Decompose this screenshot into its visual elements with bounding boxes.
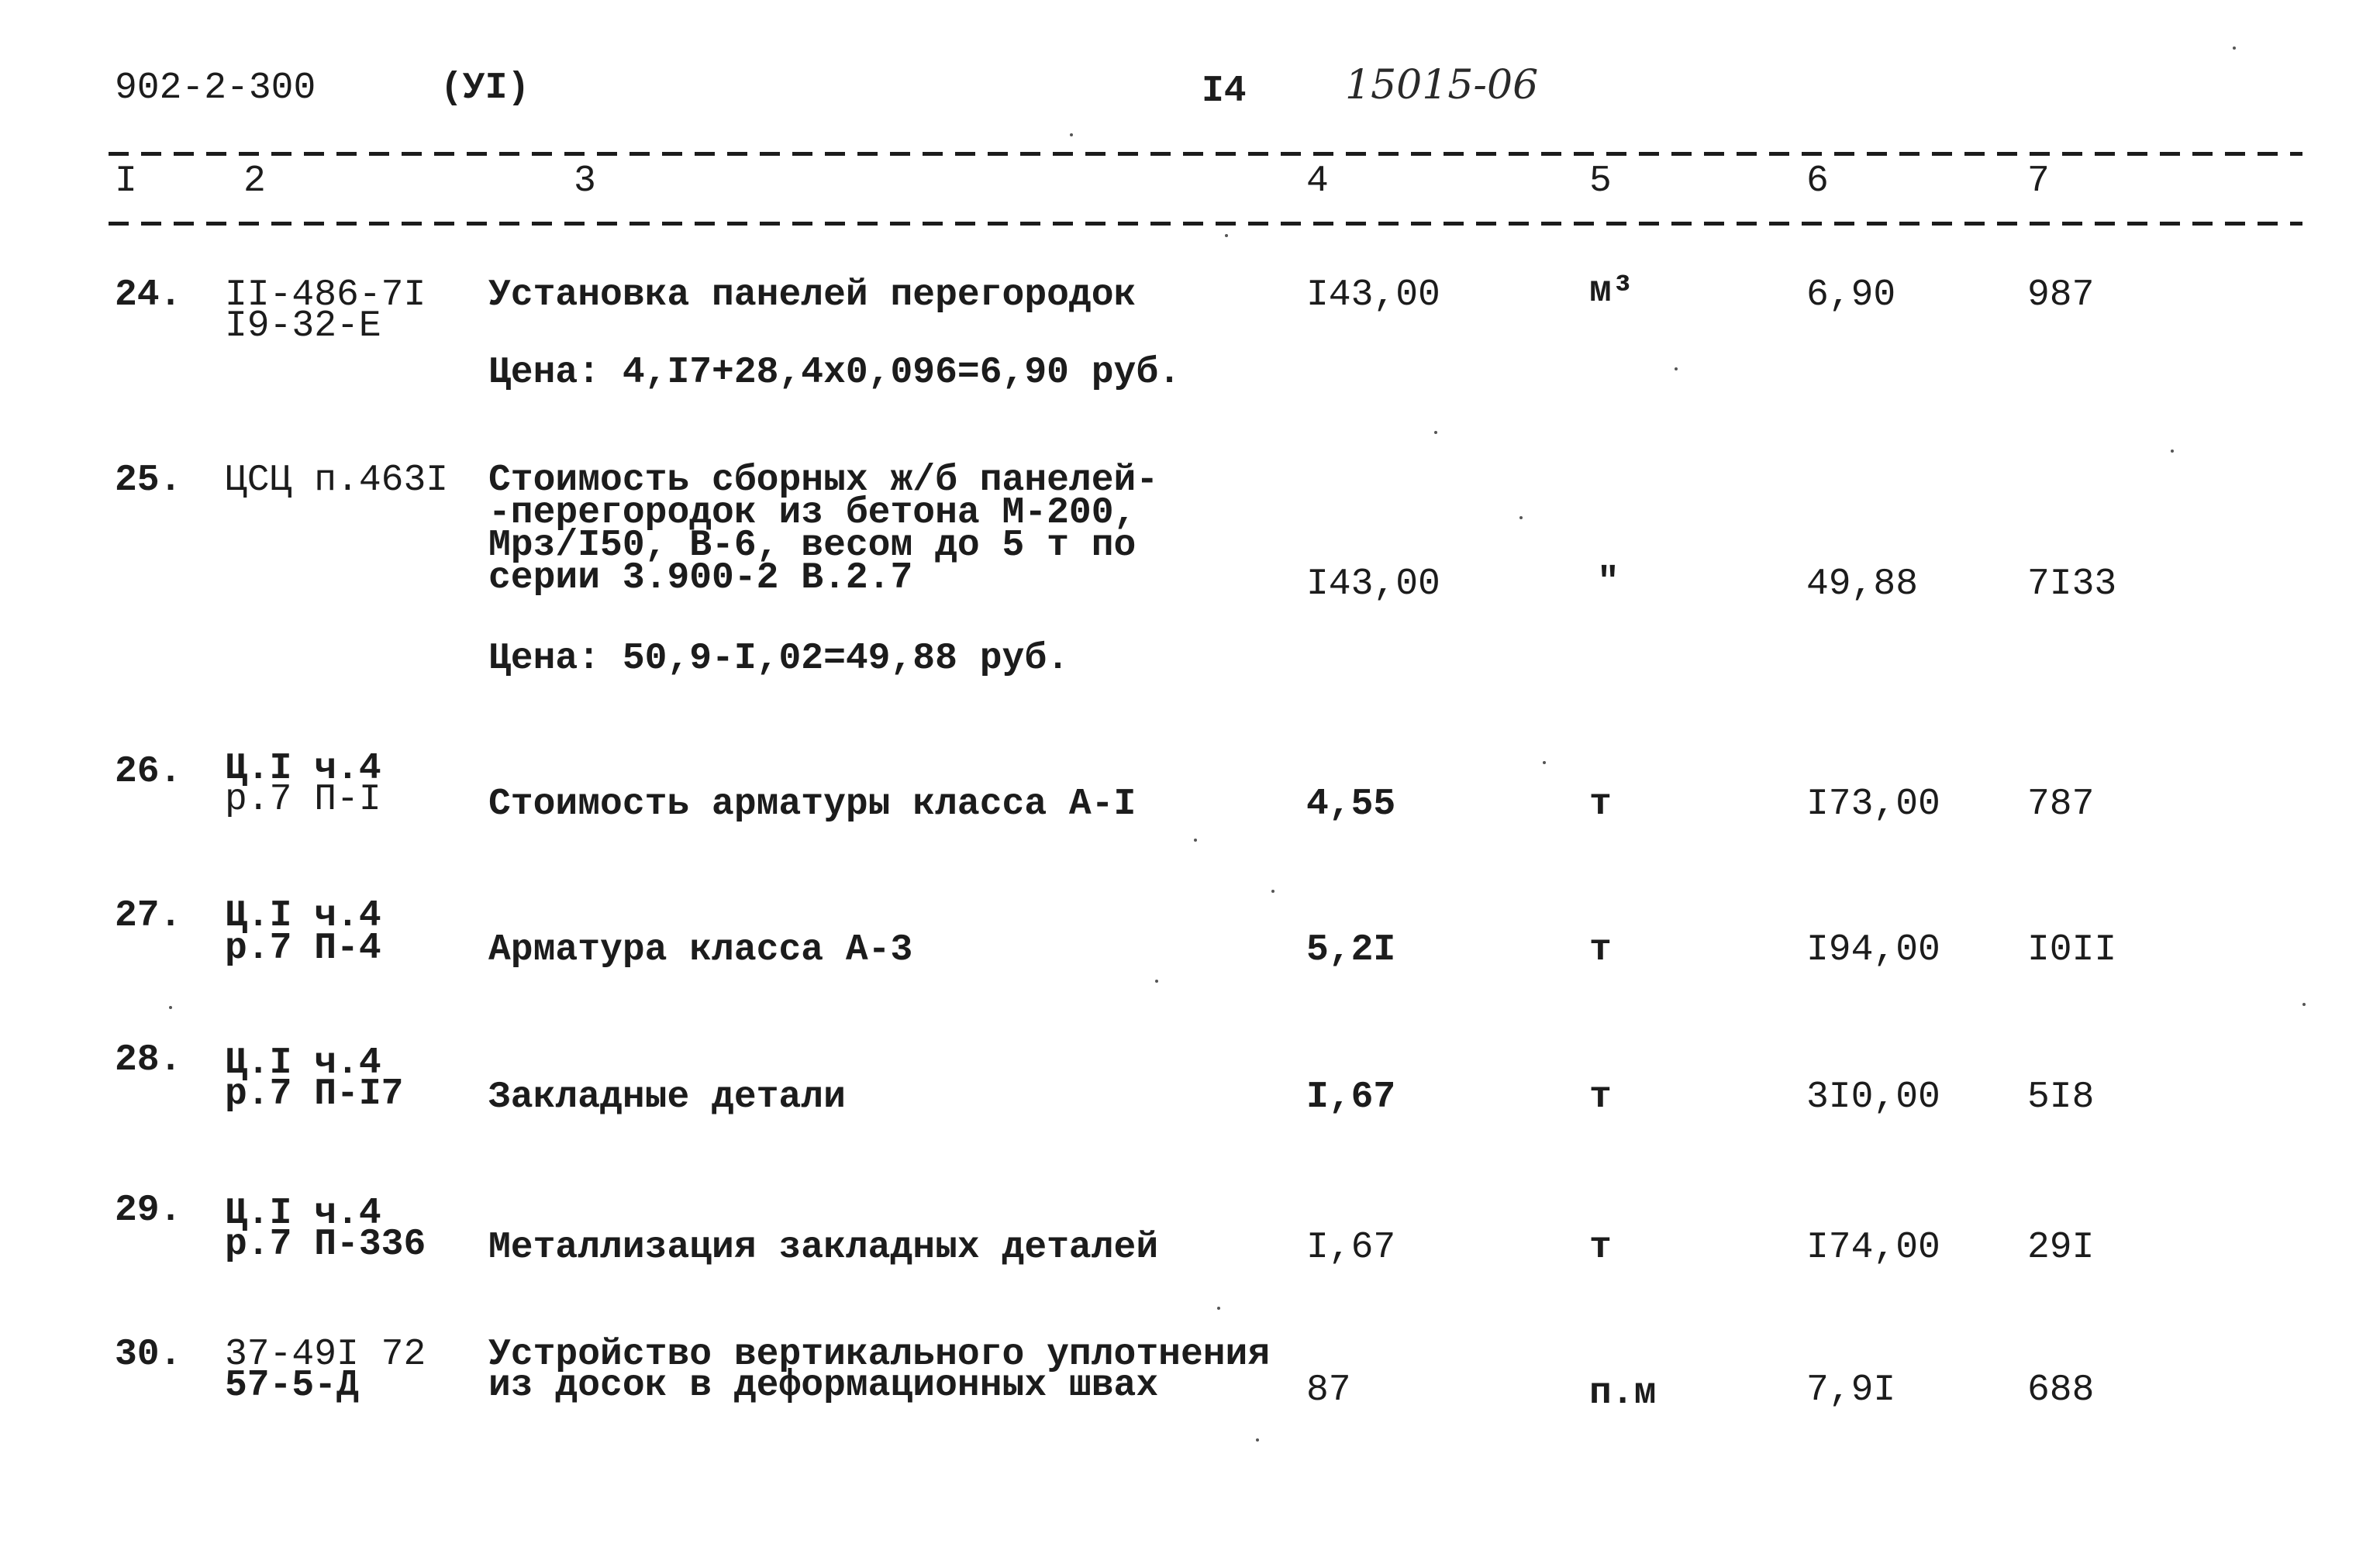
document-code: 902-2-300	[115, 67, 316, 109]
work-description: Мрз/I50, В-6, весом до 5 т по	[488, 525, 1137, 567]
total-cost: 787	[2027, 784, 2095, 825]
unit-price: 3I0,00	[1806, 1076, 1940, 1118]
row-number: 25.	[115, 460, 182, 501]
total-cost: 688	[2027, 1369, 2095, 1411]
header-top-rule	[109, 152, 2302, 156]
work-description: -перегородок из бетона М-200,	[488, 492, 1137, 534]
unit-price: I74,00	[1806, 1227, 1940, 1269]
norm-code: р.7 П-336	[225, 1224, 426, 1266]
work-description: Арматура класса А-3	[488, 929, 913, 971]
row-number: 26.	[115, 751, 182, 793]
scan-speck	[2171, 450, 2174, 453]
unit: т	[1589, 1076, 1612, 1118]
work-description: Металлизация закладных деталей	[488, 1227, 1159, 1269]
unit-price: 49,88	[1806, 563, 1919, 605]
norm-code: р.7 П-I7	[225, 1073, 404, 1115]
scan-speck	[1675, 367, 1678, 370]
norm-code: Ц.I ч.4	[225, 748, 381, 790]
price-note: Цена: 50,9-I,02=49,88 руб.	[488, 638, 1069, 680]
unit: т	[1589, 784, 1612, 825]
scan-speck	[1271, 890, 1275, 893]
column-header-4: 4	[1306, 160, 1329, 202]
total-cost: 7I33	[2027, 563, 2117, 605]
row-number: 24.	[115, 274, 182, 316]
page-number: I4	[1202, 71, 1247, 112]
unit: т	[1589, 1227, 1612, 1269]
column-header-3: 3	[574, 160, 596, 202]
scan-speck	[169, 1006, 172, 1009]
unit-price: 7,9I	[1806, 1369, 1896, 1411]
row-number: 29.	[115, 1190, 182, 1231]
column-header-7: 7	[2027, 160, 2050, 202]
quantity: I43,00	[1306, 274, 1440, 316]
norm-code: Ц.I ч.4	[225, 1193, 381, 1235]
work-description: Устройство вертикального уплотнения	[488, 1334, 1271, 1376]
column-header-1: I	[115, 160, 137, 202]
work-description: Стоимость арматуры класса А-I	[488, 784, 1137, 825]
section-label: (УI)	[440, 67, 530, 109]
norm-code: 57-5-Д	[225, 1365, 359, 1407]
total-cost: 29I	[2027, 1227, 2095, 1269]
work-description: Установка панелей перегородок	[488, 274, 1137, 316]
quantity: 87	[1306, 1369, 1351, 1411]
scan-speck	[2233, 47, 2236, 50]
norm-code: I9-32-Е	[225, 305, 381, 347]
unit: "	[1597, 562, 1619, 604]
scan-speck	[1519, 516, 1523, 519]
unit-price: I94,00	[1806, 929, 1940, 971]
unit: п.м	[1589, 1373, 1657, 1414]
scan-speck	[1155, 980, 1158, 983]
column-header-5: 5	[1589, 160, 1612, 202]
work-description: Стоимость сборных ж/б панелей-	[488, 460, 1159, 501]
total-cost: 987	[2027, 274, 2095, 316]
unit: т	[1589, 929, 1612, 971]
norm-code: ЦСЦ п.463I	[225, 460, 449, 501]
row-number: 28.	[115, 1039, 182, 1081]
norm-code: Ц.I ч.4	[225, 1042, 381, 1084]
column-header-2: 2	[243, 160, 266, 202]
scan-speck	[1070, 133, 1073, 136]
work-description: Закладные детали	[488, 1076, 846, 1118]
scan-speck	[1194, 839, 1197, 842]
quantity: 5,2I	[1306, 929, 1396, 971]
norm-code: р.7 П-4	[225, 928, 381, 970]
column-header-6: 6	[1806, 160, 1829, 202]
scan-speck	[1543, 761, 1546, 764]
unit-price: I73,00	[1806, 784, 1940, 825]
scan-speck	[1225, 234, 1228, 237]
quantity: I43,00	[1306, 563, 1440, 605]
quantity: 4,55	[1306, 784, 1396, 825]
row-number: 27.	[115, 895, 182, 937]
quantity: I,67	[1306, 1227, 1396, 1269]
unit: м³	[1589, 270, 1634, 312]
header-bottom-rule	[109, 222, 2302, 226]
row-number: 30.	[115, 1334, 182, 1376]
total-cost: 5I8	[2027, 1076, 2095, 1118]
quantity: I,67	[1306, 1076, 1396, 1118]
unit-price: 6,90	[1806, 274, 1896, 316]
price-note: Цена: 4,I7+28,4х0,096=6,90 руб.	[488, 352, 1181, 394]
scan-speck	[2302, 1003, 2306, 1006]
norm-code: Ц.I ч.4	[225, 895, 381, 937]
work-description: из досок в деформационных швах	[488, 1365, 1159, 1407]
total-cost: I0II	[2027, 929, 2117, 971]
handwritten-number: 15015-06	[1345, 62, 1539, 109]
norm-code: 37-49I 72	[225, 1334, 426, 1376]
norm-code: II-486-7I	[225, 274, 426, 316]
scan-speck	[1434, 431, 1437, 434]
scan-speck	[1217, 1307, 1220, 1310]
scan-speck	[1256, 1438, 1259, 1442]
norm-code: р.7 П-I	[225, 779, 381, 821]
work-description: серии 3.900-2 В.2.7	[488, 557, 913, 599]
